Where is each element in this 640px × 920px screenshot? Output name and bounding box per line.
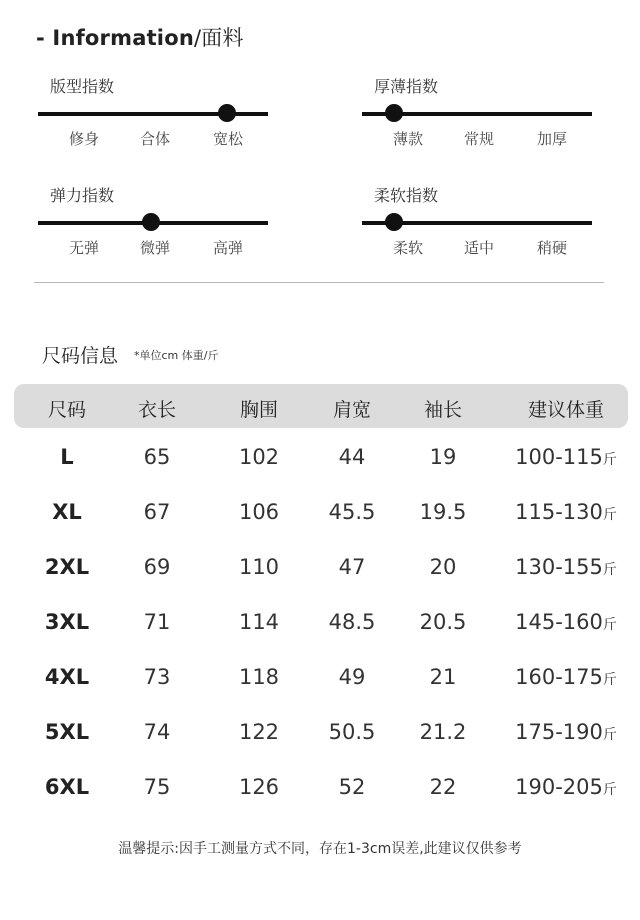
cell-weight [515, 665, 617, 689]
cell-shoulder: 50.5 [328, 720, 376, 744]
header-shoulder: 肩宽 [332, 399, 372, 421]
cell-size: 3XL [44, 610, 90, 634]
cell-length: 71 [143, 610, 171, 634]
cell-length: 73 [143, 665, 171, 689]
cell-length: 65 [143, 445, 171, 469]
header-weight: 建议体重 [527, 399, 605, 421]
cell-chest: 114 [238, 610, 280, 634]
weight-unit: 斤 [602, 782, 617, 798]
weight-range: 190-205 [515, 775, 603, 799]
weight-range: 175-190 [515, 720, 603, 744]
title-en: - Information [36, 26, 194, 50]
size-unit-note: *单位cm 体重/斤 [134, 349, 219, 362]
scale-label: 柔软指数 [374, 186, 439, 205]
cell-size: 5XL [44, 720, 90, 744]
scale-label: 版型指数 [50, 77, 115, 96]
cell-shoulder: 48.5 [328, 610, 376, 634]
cell-weight [515, 720, 617, 744]
weight-range: 160-175 [515, 665, 603, 689]
weight-unit: 斤 [602, 562, 617, 578]
cell-chest: 122 [238, 720, 280, 744]
scale-option: 高弹 [212, 239, 244, 257]
cell-weight [515, 610, 617, 634]
cell-sleeve: 21.2 [419, 720, 467, 744]
header-chest: 胸围 [239, 399, 279, 421]
cell-chest: 126 [238, 775, 280, 799]
cell-chest: 102 [238, 445, 280, 469]
cell-chest: 106 [238, 500, 280, 524]
scale-label: 厚薄指数 [374, 77, 439, 96]
cell-shoulder: 44 [338, 445, 366, 469]
scale-option: 合体 [139, 130, 171, 148]
cell-weight [515, 775, 617, 799]
cell-shoulder: 49 [338, 665, 366, 689]
scale-option: 常规 [463, 130, 495, 148]
cell-size: 2XL [44, 555, 90, 579]
scale-option: 微弹 [139, 239, 171, 257]
header-size: 尺码 [47, 399, 87, 421]
cell-weight [515, 445, 617, 469]
weight-range: 145-160 [515, 610, 603, 634]
cell-length: 75 [143, 775, 171, 799]
cell-size: L [60, 445, 74, 469]
scale-label: 弹力指数 [50, 186, 115, 205]
cell-sleeve: 19.5 [419, 500, 467, 524]
cell-sleeve: 20 [429, 555, 457, 579]
scale-option: 宽松 [212, 130, 244, 148]
footer-note: 温馨提示:因手工测量方式不同，存在1-3cm误差,此建议仅供参考 [118, 841, 522, 857]
weight-range: 100-115 [515, 445, 603, 469]
cell-shoulder: 47 [338, 555, 366, 579]
cell-sleeve: 21 [429, 665, 457, 689]
cell-sleeve: 19 [429, 445, 457, 469]
scale-option: 柔软 [392, 239, 424, 257]
weight-unit: 斤 [602, 452, 617, 468]
scale-marker [385, 213, 403, 231]
cell-size: 6XL [44, 775, 90, 799]
scale-option: 修身 [68, 130, 100, 148]
cell-shoulder: 45.5 [328, 500, 376, 524]
weight-range: 130-155 [515, 555, 603, 579]
scale-marker [218, 104, 236, 122]
weight-unit: 斤 [602, 672, 617, 688]
cell-size: 4XL [44, 665, 90, 689]
cell-shoulder: 52 [338, 775, 366, 799]
cell-weight [515, 500, 617, 524]
header-length: 衣长 [137, 399, 177, 421]
cell-chest: 118 [238, 665, 280, 689]
section-divider [34, 282, 604, 283]
weight-unit: 斤 [602, 727, 617, 743]
scale-marker [385, 104, 403, 122]
scale-option: 稍硬 [536, 239, 568, 257]
weight-range: 115-130 [515, 500, 603, 524]
scale-marker [142, 213, 160, 231]
header-sleeve: 袖长 [423, 399, 463, 421]
cell-length: 69 [143, 555, 171, 579]
scale-option: 加厚 [536, 130, 568, 148]
cell-sleeve: 20.5 [419, 610, 467, 634]
weight-unit: 斤 [602, 617, 617, 633]
size-chart-title: 尺码信息 [42, 345, 119, 367]
cell-weight [515, 555, 617, 579]
scale-option: 无弹 [68, 239, 100, 257]
cell-sleeve: 22 [429, 775, 457, 799]
cell-size: XL [52, 500, 82, 524]
weight-unit: 斤 [602, 507, 617, 523]
cell-length: 67 [143, 500, 171, 524]
cell-length: 74 [143, 720, 171, 744]
section-title [36, 22, 244, 52]
scale-option: 适中 [463, 239, 495, 257]
cell-chest: 110 [238, 555, 280, 579]
scale-option: 薄款 [392, 130, 424, 148]
title-cn: /面料 [193, 26, 244, 50]
